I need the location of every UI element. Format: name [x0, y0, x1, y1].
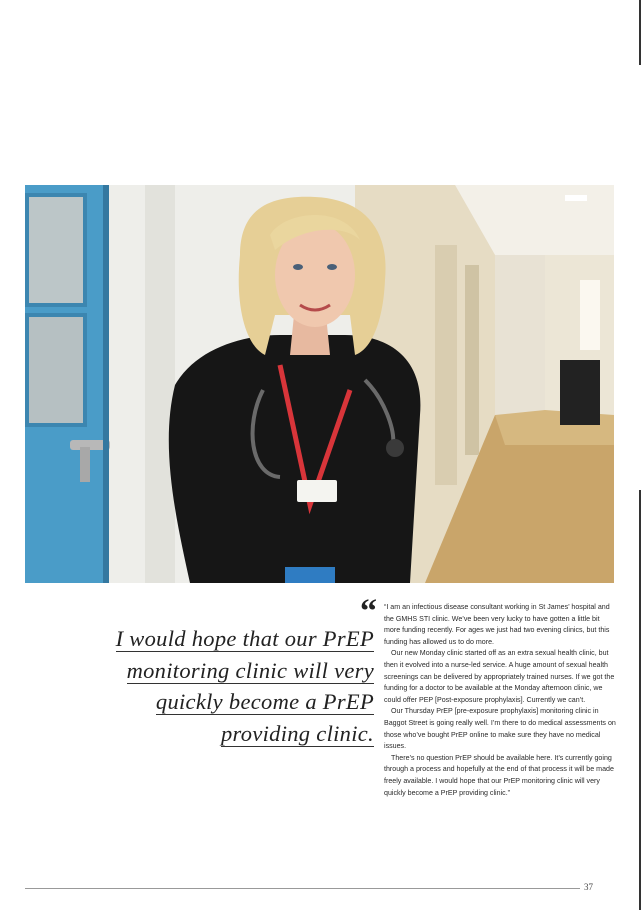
- article-body: [384, 602, 616, 799]
- pull-quote-line: I would hope that our PrEP: [115, 626, 374, 651]
- body-paragraph: Our Thursday PrEP [pre-exposure prophylaxis] monitoring clinic in Baggot Street is going really well. I’m there to do medical assessments on those who’ve bought PrEP online to make sure they have no medical issues.: [384, 707, 616, 751]
- pull-quote-line: quickly become a PrEP: [155, 689, 374, 714]
- body-paragraph: Our new Monday clinic started off as an extra sexual health clinic, but then it evolved into a nurse-led service. A huge amount of sexual health screenings can be delivered by appropriately trained nurses. If we got the funding for a doctor to be available at the Monday afternoon clinic, we could offer PEP [Post-exposure prophylaxis]. Currently we can’t.: [384, 649, 615, 704]
- pull-quote: [60, 623, 374, 749]
- footer-divider: [25, 888, 580, 889]
- portrait-illustration: [25, 185, 614, 583]
- caption-name: Dr Susan Clarke: [58, 739, 147, 751]
- quote-mark-icon: “: [360, 593, 377, 630]
- page-number: 37: [584, 882, 593, 892]
- pull-quote-line: providing clinic.: [221, 720, 374, 746]
- body-paragraph: “I am an infectious disease consultant working in St James’ hospital and the GMHS STI clinic. We’ve been very lucky to have gotten a little bit more funding recently. For ages we just had two evening clinics, but this funding has allowed us to do more.: [384, 603, 610, 646]
- caption-role: Consultant: [58, 752, 113, 764]
- pull-quote-line: monitoring clinic will very: [126, 657, 374, 683]
- body-paragraph: There’s no question PrEP should be available here. It’s currently going through a process and hopefully at the end of that process it will be made freely available. I would hope that our PrEP monitoring clinic will very quickly become a PrEP providing clinic.”: [384, 753, 614, 797]
